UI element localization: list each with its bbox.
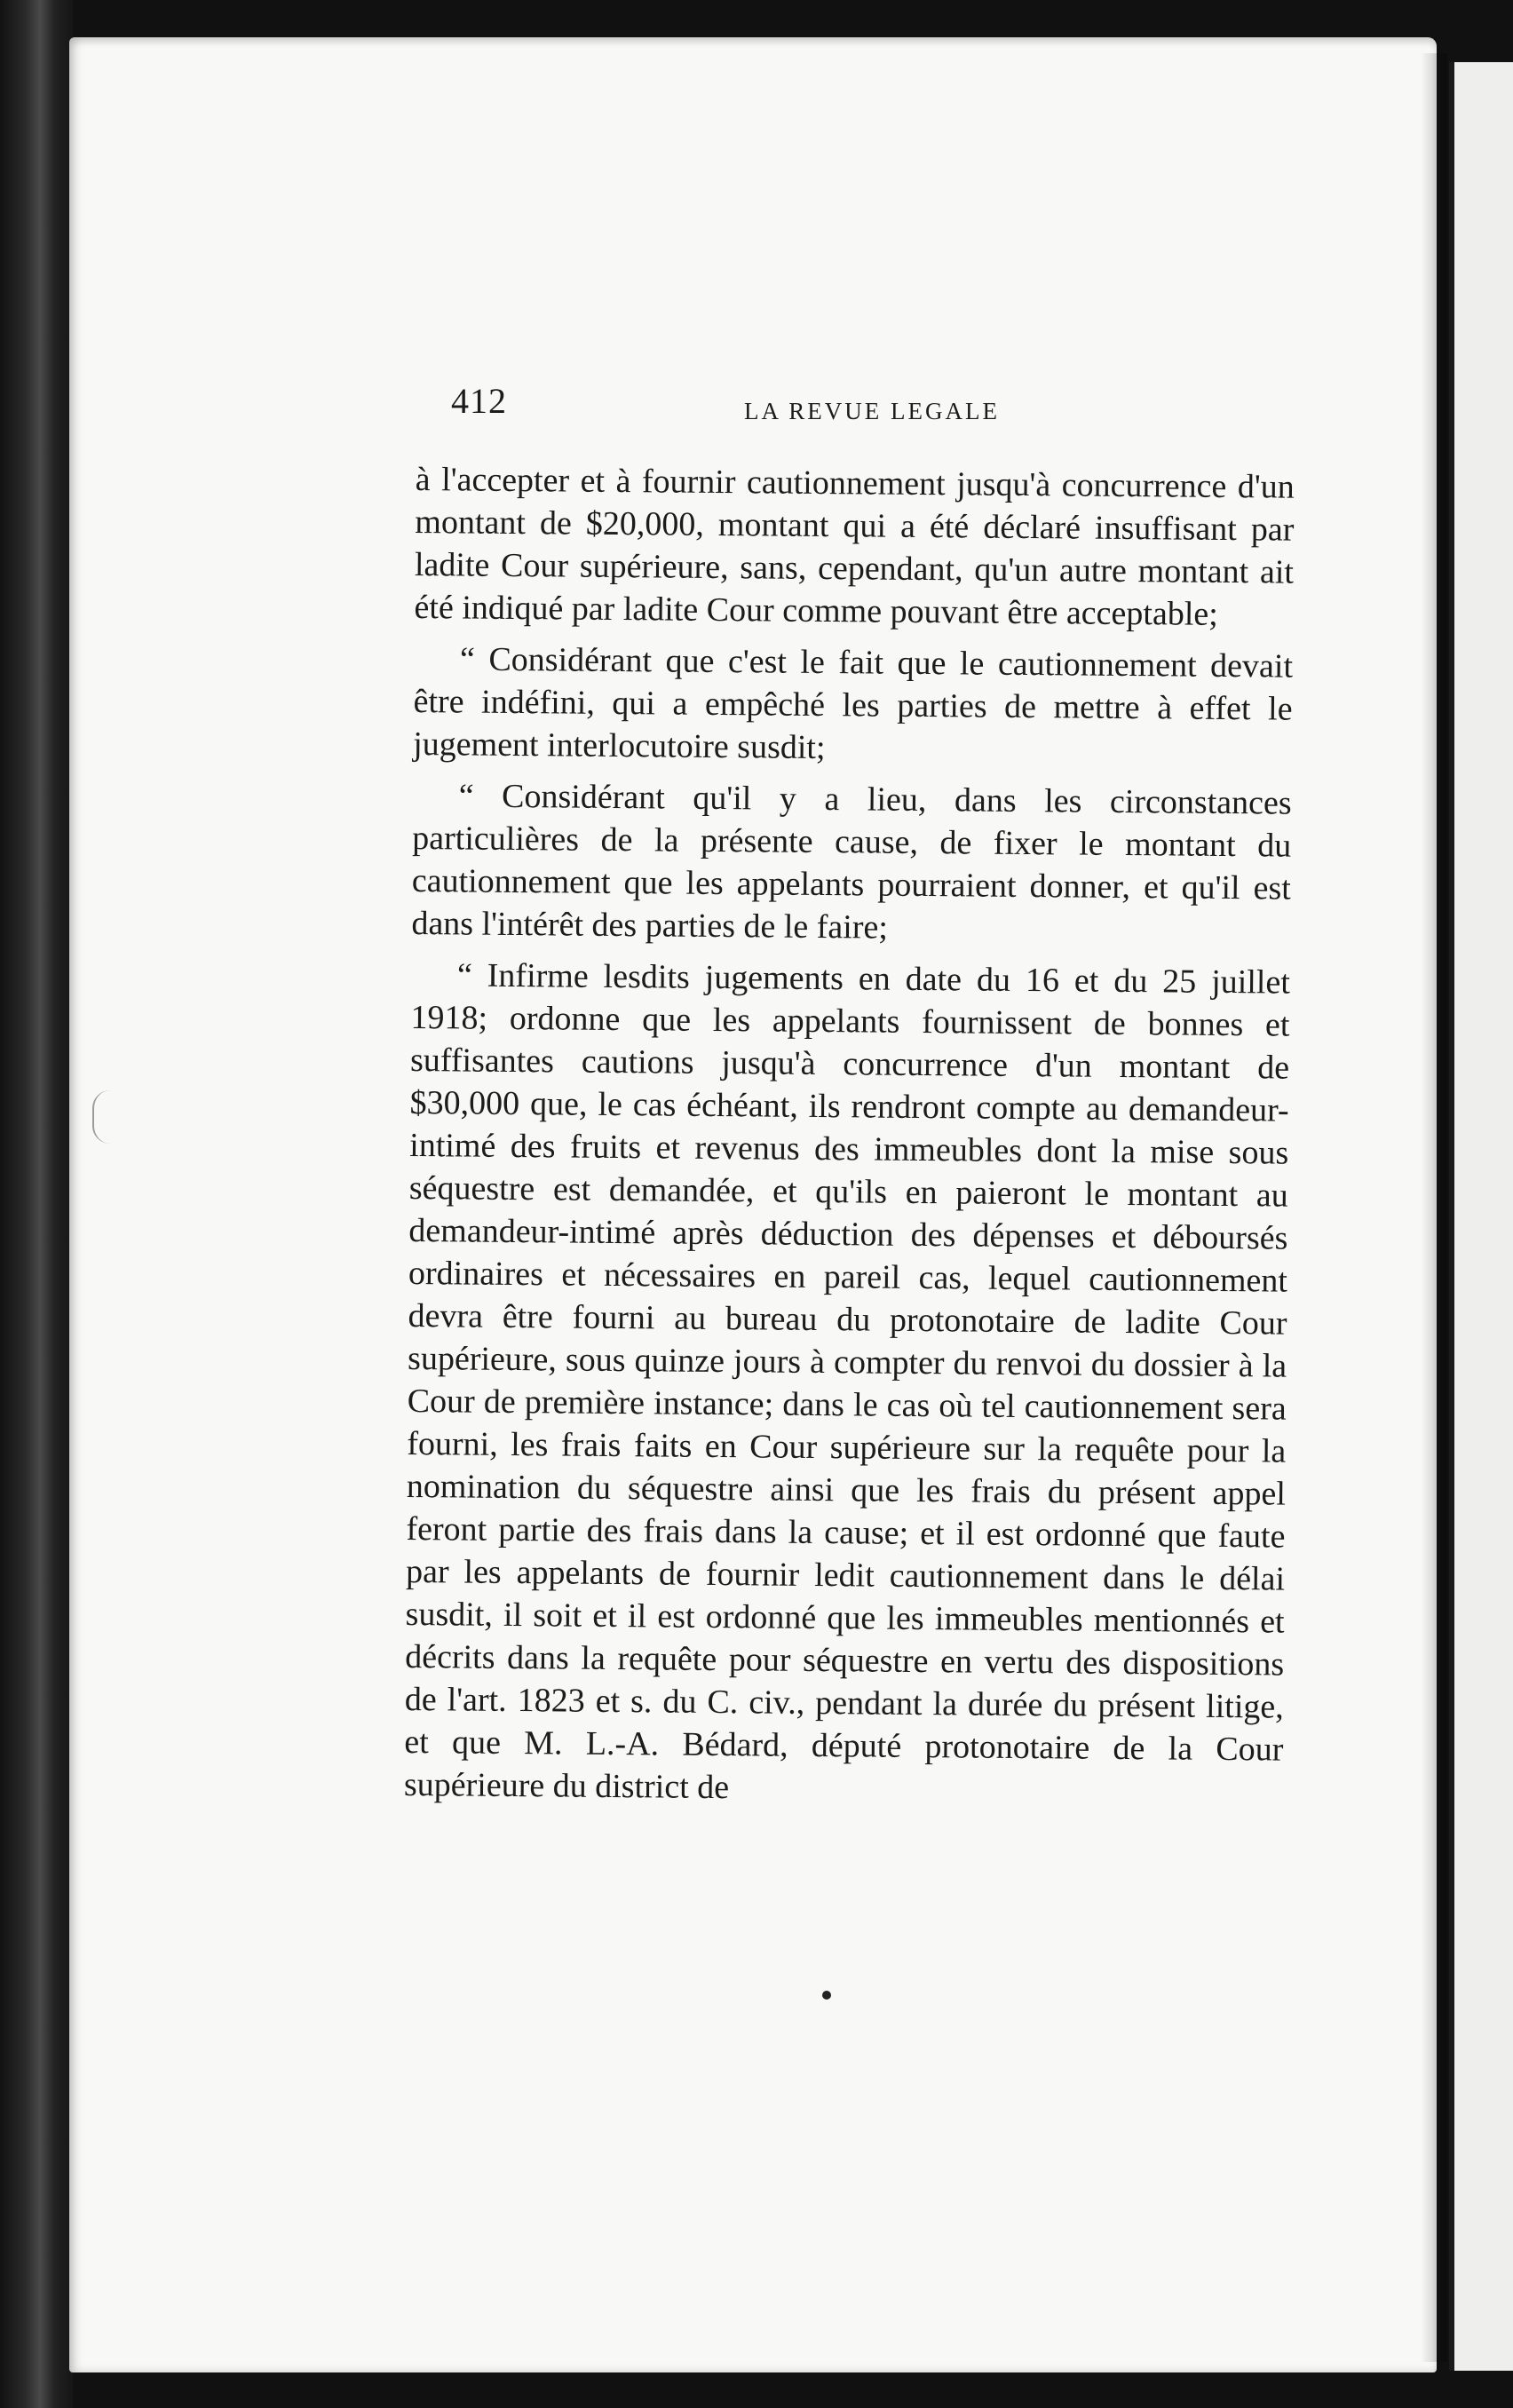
- paragraph-considerant-1: “ Considérant que c'est le fait que le cautionnement devait être indéfini, qui a empêché les parties de mettre à effet le jugement interlocutoire susdit;: [413, 640, 1294, 767]
- page-shadow: [1421, 53, 1447, 2362]
- printer-dot: [822, 1991, 831, 2000]
- margin-mark: [92, 1090, 110, 1144]
- page-number: 412: [451, 381, 507, 421]
- paragraph-continuation: à l'accepter et à fournir cautionnement jusqu'à concurrence d'un montant de $20,000, montant qui a été déclaré insuffisant par ladite Cour supérieure, sans, cependant, qu'un autre montant ait été indiqué par ladite Cour comme pouvant être acceptable;: [414, 460, 1295, 633]
- paragraph-considerant-2: “ Considérant qu'il y a lieu, dans les circonstances particulières de la présente cause, de fixer le montant du cautionnement que les appelants pourraient donner, et qu'il est dans l'intérêt des parties de le faire;: [411, 777, 1292, 947]
- body-text: [404, 458, 1295, 1823]
- book-spine-edge: [0, 0, 73, 2408]
- page-header: [451, 380, 1303, 442]
- adjacent-page-edge: [1449, 62, 1513, 2371]
- running-title: LA REVUE LEGALE: [744, 398, 1000, 424]
- paragraph-infirme: “ Infirme lesdits jugements en date du 16 et du 25 juillet 1918; ordonne que les appelants fournissent de bonnes et suffisantes cautions jusqu'à concurrence d'un montant de $30,000 que, le cas échéant, ils rendront compte au demandeur-intimé des fruits et revenus des immeubles dont la mise sous séquestre est demandée, et qu'ils en paieront le montant au demandeur-intimé après déduction des dépenses et déboursés ordinaires et nécessaires en pareil cas, lequel cautionnement devra être fourni au bureau du protonotaire de ladite Cour supérieure, sous quinze jours à compter du renvoi du dossier à la Cour de première instance; dans le cas où tel cautionnement sera fourni, les frais faits en Cour supérieure sur la requête pour la nomination du séquestre ainsi que les frais du présent appel feront partie des frais dans la cause; et il est ordonné que faute par les appelants de fournir ledit cautionnement dans le délai susdit, il soit et il est ordonné que les immeubles mentionnés et décrits dans la requête pour séquestre en vertu des dispositions de l'art. 1823 et s. du C. civ., pendant la durée du présent litige, et que M. L.-A. Bédard, député protonotaire de la Cour supérieure du district de: [403, 956, 1291, 1807]
